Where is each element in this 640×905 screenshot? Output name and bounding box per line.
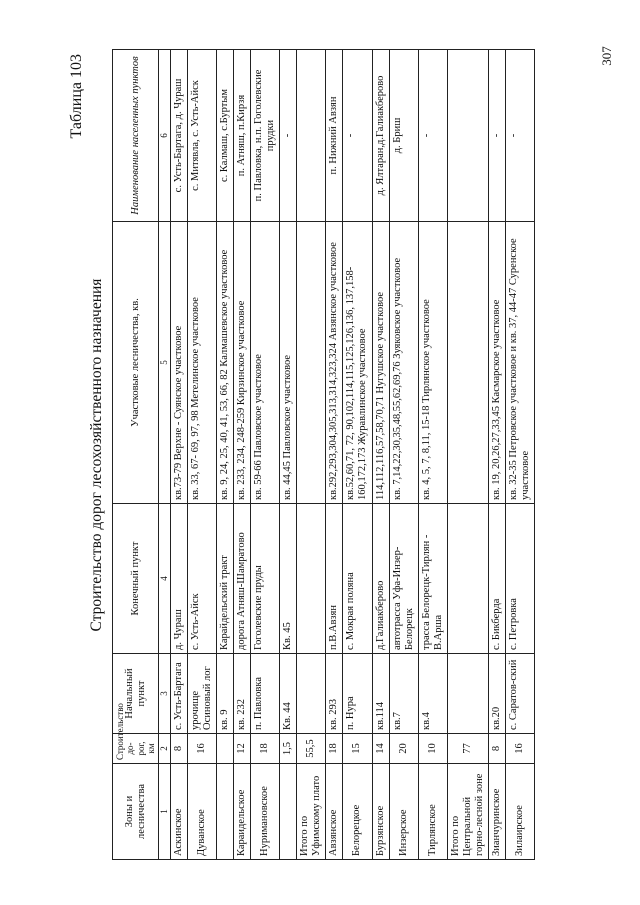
forestry-cell: кв. 233, 234, 248-259 Кирзинское участковое: [233, 222, 250, 504]
forestry-cell: кв. 9, 24, 25, 40, 41, 53, 66, 82 Калмашевское участковое: [216, 222, 233, 504]
table-row: [297, 50, 326, 860]
start-point-cell: [447, 654, 488, 734]
km-cell: 55,5: [297, 734, 326, 764]
forestry-cell: кв. 32-35 Петровское участковое и кв. 37, 44-47 Суренское участковое: [506, 222, 535, 504]
table-row: [170, 50, 187, 860]
table-row: [233, 50, 250, 860]
col-number: 6: [159, 50, 170, 222]
table-row: [506, 50, 535, 860]
settlements-cell: [297, 50, 326, 222]
forestry-cell: кв.52,60,71, 72, 90,102,114,115,125,126,136, 137,158-160,172,173 Журавлинское участковое: [343, 222, 372, 504]
table-body: [170, 50, 535, 860]
end-point-cell: с. Усть-Айск: [187, 504, 216, 654]
start-point-cell: кв. 9: [216, 654, 233, 734]
forestry-cell: кв. 59-66 Павловское участковое: [251, 222, 280, 504]
settlements-cell: [447, 50, 488, 222]
table-row: [216, 50, 233, 860]
settlements-cell: -: [343, 50, 372, 222]
km-cell: 16: [506, 734, 535, 764]
end-point-cell: дорога Атняш-Шамратово: [233, 504, 250, 654]
forestry-cell: [447, 222, 488, 504]
table-row: [187, 50, 216, 860]
col-header-zone: Зоны и лесничества: [113, 764, 159, 860]
start-point-cell: кв.20: [489, 654, 506, 734]
zone-cell: Белорецкое: [343, 764, 372, 860]
km-cell: 14: [372, 734, 389, 764]
settlements-cell: п. Павловка, н.п. Гоголевские прудки: [251, 50, 280, 222]
settlements-cell: п. Нижний Авзян: [326, 50, 343, 222]
settlements-cell: -: [280, 50, 297, 222]
forestry-cell: кв. 33, 67- 69, 97, 98 Метелинское участковое: [187, 222, 216, 504]
end-point-cell: Гоголевские пруды: [251, 504, 280, 654]
zone-cell: [216, 764, 233, 860]
forestry-cell: кв.73-79 Верхне - Суянское участковое: [170, 222, 187, 504]
settlements-cell: -: [506, 50, 535, 222]
km-cell: 8: [170, 734, 187, 764]
settlements-cell: д. Ялтаран,д.Галиакберово: [372, 50, 389, 222]
forestry-cell: кв. 19, 20,26,27,33,45 Касмарское участковое: [489, 222, 506, 504]
km-cell: 12: [233, 734, 250, 764]
forestry-cell: кв. 4, 5, 7, 8,11, 15-18 Тирлянское участковое: [418, 222, 447, 504]
start-point-cell: [297, 654, 326, 734]
col-header-km: Строительство до-рог, км: [113, 734, 159, 764]
table-row: [251, 50, 280, 860]
col-number: 1: [159, 764, 170, 860]
header-row: [113, 50, 159, 860]
end-point-cell: д.Галиакберово: [372, 504, 389, 654]
end-point-cell: д. Чураш: [170, 504, 187, 654]
page-number: 307: [598, 46, 614, 66]
end-point-cell: автотрасса Уфа-Инзер-Белорецк: [389, 504, 418, 654]
km-cell: 1,5: [280, 734, 297, 764]
start-point-cell: кв. 232: [233, 654, 250, 734]
end-point-cell: с. Мокрая поляна: [343, 504, 372, 654]
end-point-cell: трасса Белорецк-Тирлян - В.Арша: [418, 504, 447, 654]
start-point-cell: с. Саратов-ский: [506, 654, 535, 734]
km-cell: 18: [251, 734, 280, 764]
roads-table: [112, 49, 535, 860]
km-cell: [216, 734, 233, 764]
km-cell: 8: [489, 734, 506, 764]
start-point-cell: кв.7: [389, 654, 418, 734]
zone-cell: Аскинское: [170, 764, 187, 860]
col-number: 4: [159, 504, 170, 654]
col-number: 3: [159, 654, 170, 734]
col-header-end: Конечный пункт: [113, 504, 159, 654]
settlements-cell: -: [418, 50, 447, 222]
end-point-cell: Кв. 45: [280, 504, 297, 654]
zone-cell: Караидельское: [233, 764, 250, 860]
start-point-cell: п. Нура: [343, 654, 372, 734]
zone-cell: Бурзянское: [372, 764, 389, 860]
start-point-cell: с. Усть-Бартага: [170, 654, 187, 734]
table-title: Строительство дорог лесохозяйственного назначения: [88, 278, 105, 632]
end-point-cell: [297, 504, 326, 654]
col-number: 2: [159, 734, 170, 764]
km-cell: 20: [389, 734, 418, 764]
start-point-cell: урочище Осиновый лог: [187, 654, 216, 734]
km-cell: 77: [447, 734, 488, 764]
km-cell: 10: [418, 734, 447, 764]
table-row: [280, 50, 297, 860]
start-point-cell: Кв. 44: [280, 654, 297, 734]
settlements-cell: п. Атняш, п.Кирзя: [233, 50, 250, 222]
table-row: [326, 50, 343, 860]
start-point-cell: кв.4: [418, 654, 447, 734]
zone-cell: Итого по Уфимскому плато: [297, 764, 326, 860]
table-row: [489, 50, 506, 860]
end-point-cell: п.В.Авзян: [326, 504, 343, 654]
settlements-cell: -: [489, 50, 506, 222]
zone-cell: [280, 764, 297, 860]
rotated-content: [68, 50, 612, 860]
end-point-cell: с. Бикберда: [489, 504, 506, 654]
settlements-cell: д. Бриш: [389, 50, 418, 222]
km-cell: 15: [343, 734, 372, 764]
col-number: 5: [159, 222, 170, 504]
end-point-cell: [447, 504, 488, 654]
zone-cell: Зианчуринское: [489, 764, 506, 860]
zone-cell: Нуримановское: [251, 764, 280, 860]
start-point-cell: кв. 293: [326, 654, 343, 734]
forestry-cell: [297, 222, 326, 504]
col-header-forestry: Участковые лесничества, кв.: [113, 222, 159, 504]
table-row: [343, 50, 372, 860]
settlements-cell: с. Усть-Бартага, д. Чураш: [170, 50, 187, 222]
forestry-cell: 114,112,116,57,58,70,71 Нугушское участковое: [372, 222, 389, 504]
table-row: [447, 50, 488, 860]
km-cell: 18: [326, 734, 343, 764]
start-point-cell: п. Павловка: [251, 654, 280, 734]
col-header-settlements: Наименование населенных пунктов: [113, 50, 159, 222]
table-row: [418, 50, 447, 860]
start-point-cell: кв.114: [372, 654, 389, 734]
table-number: Таблица 103: [68, 54, 85, 139]
forestry-cell: кв. 7,14,22,30,35,48,55,62,69,76 Зуяковское участковое: [389, 222, 418, 504]
col-header-start: Начальный пункт: [113, 654, 159, 734]
zone-cell: Итого по Центральной горно-лесной зоне: [447, 764, 488, 860]
forestry-cell: кв.292,293,304,305,313,314,323,324 Авзянское участковое: [326, 222, 343, 504]
table-row: [372, 50, 389, 860]
end-point-cell: с. Петровка: [506, 504, 535, 654]
settlements-cell: с. Калмаш, с.Буртым: [216, 50, 233, 222]
column-numbers-row: [159, 50, 170, 860]
zone-cell: Тирлянское: [418, 764, 447, 860]
settlements-cell: с. Митявла, с. Усть-Айск: [187, 50, 216, 222]
table-row: [389, 50, 418, 860]
km-cell: 16: [187, 734, 216, 764]
zone-cell: Дуванское: [187, 764, 216, 860]
zone-cell: Зилаирское: [506, 764, 535, 860]
zone-cell: Инзерское: [389, 764, 418, 860]
zone-cell: Авзянское: [326, 764, 343, 860]
forestry-cell: кв. 44,45 Павловское участковое: [280, 222, 297, 504]
end-point-cell: Карайдельский тракт: [216, 504, 233, 654]
